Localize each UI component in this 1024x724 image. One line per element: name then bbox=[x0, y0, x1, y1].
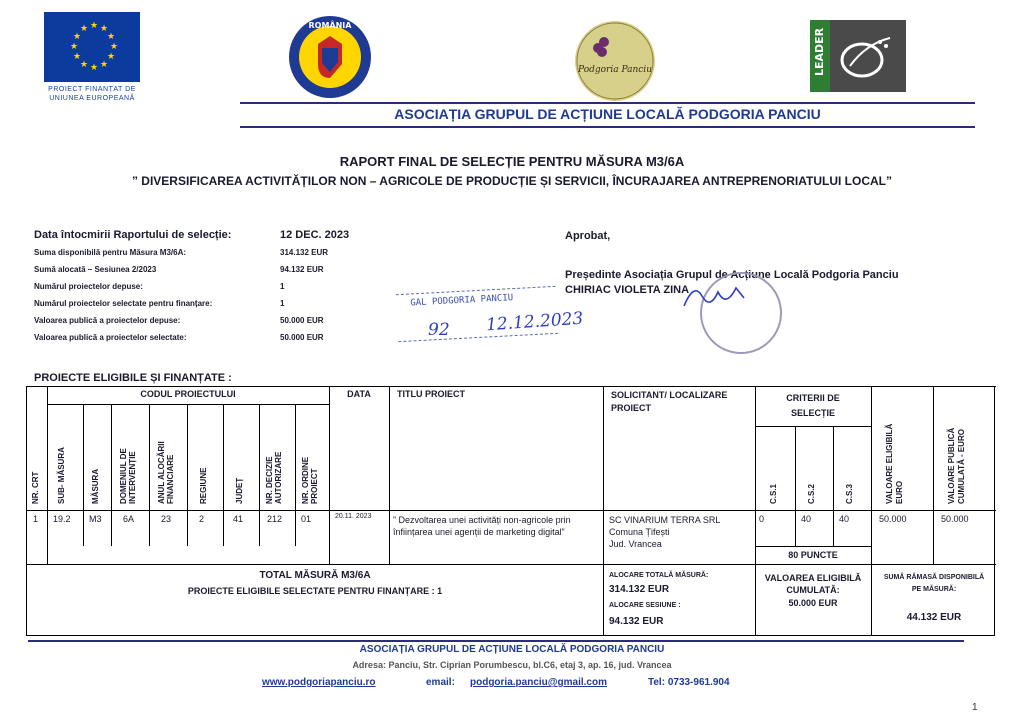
header-val-publica: VALOARE PUBLICĂ CUMULATĂ - EURO bbox=[947, 427, 966, 504]
info-row bbox=[34, 295, 364, 312]
info-value: 12 DEC. 2023 bbox=[280, 229, 350, 241]
leader-logo-icon bbox=[810, 20, 906, 92]
header-nr-decizie: NR. DECIZIE AUTORIZARE bbox=[265, 451, 283, 504]
info-label: Data întocmirii Raportului de selecție: bbox=[34, 229, 232, 241]
registration-date: 12.12.2023 bbox=[485, 308, 584, 336]
footer-address: Adresa: Panciu, Str. Ciprian Porumbescu, bl.C6, etaj 3, ap. 16, jud. Vrancea bbox=[352, 660, 672, 670]
info-label: Valoarea publică a proiectelor selectate: bbox=[34, 333, 187, 342]
header-val-eligibila: VALOARE ELIGIBILĂ EURO bbox=[885, 423, 904, 504]
header-nr-crt: NR. CRT bbox=[31, 471, 40, 504]
signature-icon bbox=[680, 278, 750, 314]
table-line bbox=[833, 426, 834, 546]
table-line bbox=[329, 386, 330, 564]
cell-anul: 23 bbox=[161, 514, 172, 524]
romania-ministry-seal-icon bbox=[287, 14, 373, 100]
table-line bbox=[603, 386, 604, 636]
info-value: 1 bbox=[280, 282, 285, 291]
total-points: 80 PUNCTE bbox=[788, 550, 838, 560]
svg-text:★: ★ bbox=[107, 32, 116, 42]
table-line bbox=[111, 404, 112, 546]
table-line bbox=[755, 546, 871, 547]
solicitant-name: SC VINARIUM TERRA SRL bbox=[609, 515, 721, 525]
table-line bbox=[27, 564, 996, 565]
cell-cs1: 0 bbox=[759, 514, 765, 524]
cell-solicitant bbox=[609, 514, 751, 550]
svg-text:★: ★ bbox=[80, 60, 89, 70]
info-row bbox=[34, 244, 364, 261]
table-line bbox=[795, 426, 796, 546]
solicitant-county: Jud. Vrancea bbox=[609, 539, 662, 549]
table-border-top bbox=[27, 386, 996, 387]
cell-nr-ordine: 01 bbox=[301, 514, 312, 524]
info-value: 50.000 EUR bbox=[280, 316, 324, 325]
info-label: Numărul proiectelor selectate pentru finanțare: bbox=[34, 299, 213, 308]
cell-cs3: 40 bbox=[839, 514, 850, 524]
table-line bbox=[47, 386, 48, 564]
association-header: ASOCIAȚIA GRUPUL DE ACȚIUNE LOCALĂ PODGORIA PANCIU bbox=[394, 106, 821, 122]
header-cs2: C.S.2 bbox=[807, 483, 816, 504]
table-line bbox=[223, 404, 224, 546]
svg-text:★: ★ bbox=[110, 42, 119, 52]
info-label: Numărul proiectelor depuse: bbox=[34, 282, 143, 291]
header-data: DATA bbox=[347, 389, 371, 399]
table-line bbox=[27, 510, 996, 511]
table-line bbox=[295, 404, 296, 546]
svg-text:★: ★ bbox=[107, 52, 116, 62]
eu-flag-icon bbox=[44, 12, 140, 82]
phone-number: Tel: 0733-961.904 bbox=[648, 677, 730, 688]
cell-sub-masura: 19.2 bbox=[53, 514, 71, 524]
header-regiune: REGIUNE bbox=[199, 467, 208, 504]
info-label: Sumă alocată – Sesiunea 2/2023 bbox=[34, 265, 157, 274]
cell-nr-decizie: 212 bbox=[267, 514, 283, 524]
info-label: Suma disponibilă pentru Măsura M3/6A: bbox=[34, 248, 187, 257]
header-codul: CODUL PROIECTULUI bbox=[140, 389, 236, 399]
header-criterii: CRITERII DE SELECȚIE bbox=[786, 393, 840, 418]
report-title: RAPORT FINAL DE SELECȚIE PENTRU MĂSURA M3/6A bbox=[339, 154, 685, 169]
table-line bbox=[755, 386, 756, 636]
cell-regiune: 2 bbox=[199, 514, 205, 524]
table-line bbox=[755, 426, 871, 427]
cell-data: 20.11. 2023 bbox=[335, 513, 372, 520]
info-row bbox=[34, 226, 364, 244]
president-title: Președinte Asociația Grupul de Acțiune Locală Podgoria Panciu bbox=[565, 269, 899, 281]
suma-ramasa-label: SUMĂ RĂMASĂ DISPONIBILĂ PE MĂSURĂ: bbox=[883, 574, 985, 593]
footer-association: ASOCIAȚIA GRUPUL DE ACȚIUNE LOCALĂ PODGORIA PANCIU bbox=[359, 644, 665, 655]
cell-titlu: ” Dezvoltarea unei activități non-agricole prin înființarea unei agenții de marketing digital” bbox=[393, 515, 571, 537]
alocare-totala-value: 314.132 EUR bbox=[609, 584, 670, 595]
info-label: Valoarea publică a proiectelor depuse: bbox=[34, 316, 181, 325]
table-line bbox=[389, 386, 390, 564]
svg-text:★: ★ bbox=[90, 63, 99, 73]
section-title: PROIECTE ELIGIBILE ȘI FINANȚATE : bbox=[34, 372, 232, 384]
info-row bbox=[34, 278, 364, 295]
website-link[interactable]: www.podgoriapanciu.ro bbox=[262, 677, 376, 688]
alocare-sesiune-label: ALOCARE SESIUNE : bbox=[609, 602, 681, 609]
header-sub-masura: SUB- MĂSURA bbox=[57, 447, 66, 504]
approved-label: Aprobat, bbox=[565, 230, 611, 242]
table-line bbox=[149, 404, 150, 546]
svg-text:★: ★ bbox=[90, 21, 99, 31]
solicitant-commune: Comuna Țifești bbox=[609, 527, 670, 537]
cell-nr-crt: 1 bbox=[33, 514, 39, 524]
table-line bbox=[933, 386, 934, 564]
header-rule-top bbox=[240, 102, 975, 104]
eu-logo bbox=[44, 12, 140, 102]
email-link[interactable]: podgoria.panciu@gmail.com bbox=[470, 677, 607, 688]
header-rule-bottom bbox=[240, 126, 975, 128]
info-value: 1 bbox=[280, 299, 285, 308]
registration-number: 92 bbox=[428, 320, 450, 340]
cell-val-eligibila: 50.000 bbox=[879, 514, 907, 524]
cell-judet: 41 bbox=[233, 514, 244, 524]
header-nr-ordine: NR. ORDINE PROIECT bbox=[301, 456, 319, 504]
val-eligibila-cumulata-label: VALOAREA ELIGIBILĂ CUMULATĂ: bbox=[764, 573, 862, 595]
svg-text:★: ★ bbox=[80, 24, 89, 34]
info-row bbox=[34, 329, 364, 346]
header-domeniul: DOMENIUL DE INTERVENȚIE bbox=[119, 448, 137, 504]
info-value: 94.132 EUR bbox=[280, 265, 324, 274]
selection-table bbox=[26, 386, 995, 636]
info-row bbox=[34, 261, 364, 278]
table-line bbox=[47, 404, 329, 405]
podgoria-panciu-logo-icon bbox=[574, 20, 656, 102]
header-titlu: TITLU PROIECT bbox=[397, 389, 465, 399]
header-cs3: C.S.3 bbox=[845, 483, 854, 504]
report-subtitle: ” DIVERSIFICAREA ACTIVITĂȚILOR NON – AGRICOLE DE PRODUCȚIE ȘI SERVICII, ÎNCURAJAREA ANTREPRENORIATULUI LOCAL” bbox=[131, 174, 893, 188]
pp-logo-text: Podgoria Panciu bbox=[578, 65, 652, 75]
alocare-sesiune-value: 94.132 EUR bbox=[609, 616, 664, 627]
header-anul: ANUL ALOCĂRII FINANCIARE bbox=[157, 441, 175, 504]
svg-text:★: ★ bbox=[73, 32, 82, 42]
svg-text:★: ★ bbox=[100, 24, 109, 34]
ro-seal-text: ROMÂNIA bbox=[308, 21, 352, 30]
cell-val-publica: 50.000 bbox=[941, 514, 969, 524]
registration-stamp-text: GAL PODGORIA PANCIU bbox=[410, 293, 514, 309]
header-masura: MĂSURA bbox=[91, 468, 100, 504]
eu-caption-line1: PROIECT FINANȚAT DE bbox=[48, 86, 136, 93]
svg-text:★: ★ bbox=[70, 42, 79, 52]
footer-rule bbox=[28, 640, 964, 642]
page-number: 1 bbox=[972, 702, 978, 713]
info-value: 314.132 EUR bbox=[280, 248, 329, 257]
table-line bbox=[83, 404, 84, 546]
cell-masura: M3 bbox=[89, 514, 102, 524]
president-name: CHIRIAC VIOLETA ZINA bbox=[565, 284, 690, 296]
alocare-totala-label: ALOCARE TOTALĂ MĂSURĂ: bbox=[609, 572, 709, 579]
report-info bbox=[34, 226, 364, 346]
cell-cs2: 40 bbox=[801, 514, 812, 524]
table-line bbox=[259, 404, 260, 546]
eu-caption-line2: UNIUNEA EUROPEANĂ bbox=[49, 95, 135, 102]
email-label: email: bbox=[426, 677, 455, 688]
leader-text: LEADER bbox=[813, 27, 826, 76]
svg-text:★: ★ bbox=[73, 52, 82, 62]
table-line bbox=[871, 386, 872, 636]
info-value: 50.000 EUR bbox=[280, 333, 324, 342]
cell-domeniul: 6A bbox=[123, 514, 135, 524]
table-line bbox=[187, 404, 188, 546]
info-row bbox=[34, 312, 364, 329]
total-label: TOTAL MĂSURĂ M3/6A bbox=[259, 570, 371, 581]
val-eligibila-cumulata-value: 50.000 EUR bbox=[788, 598, 838, 608]
header-cs1: C.S.1 bbox=[769, 483, 778, 504]
header-judet: JUDEȚ bbox=[235, 477, 244, 504]
suma-ramasa-value: 44.132 EUR bbox=[906, 612, 962, 623]
svg-text:★: ★ bbox=[100, 60, 109, 70]
total-selected: PROIECTE ELIGIBILE SELECTATE PENTRU FINANȚARE : 1 bbox=[187, 586, 443, 596]
header-solicitant: SOLICITANT/ LOCALIZARE PROIECT bbox=[611, 390, 728, 413]
